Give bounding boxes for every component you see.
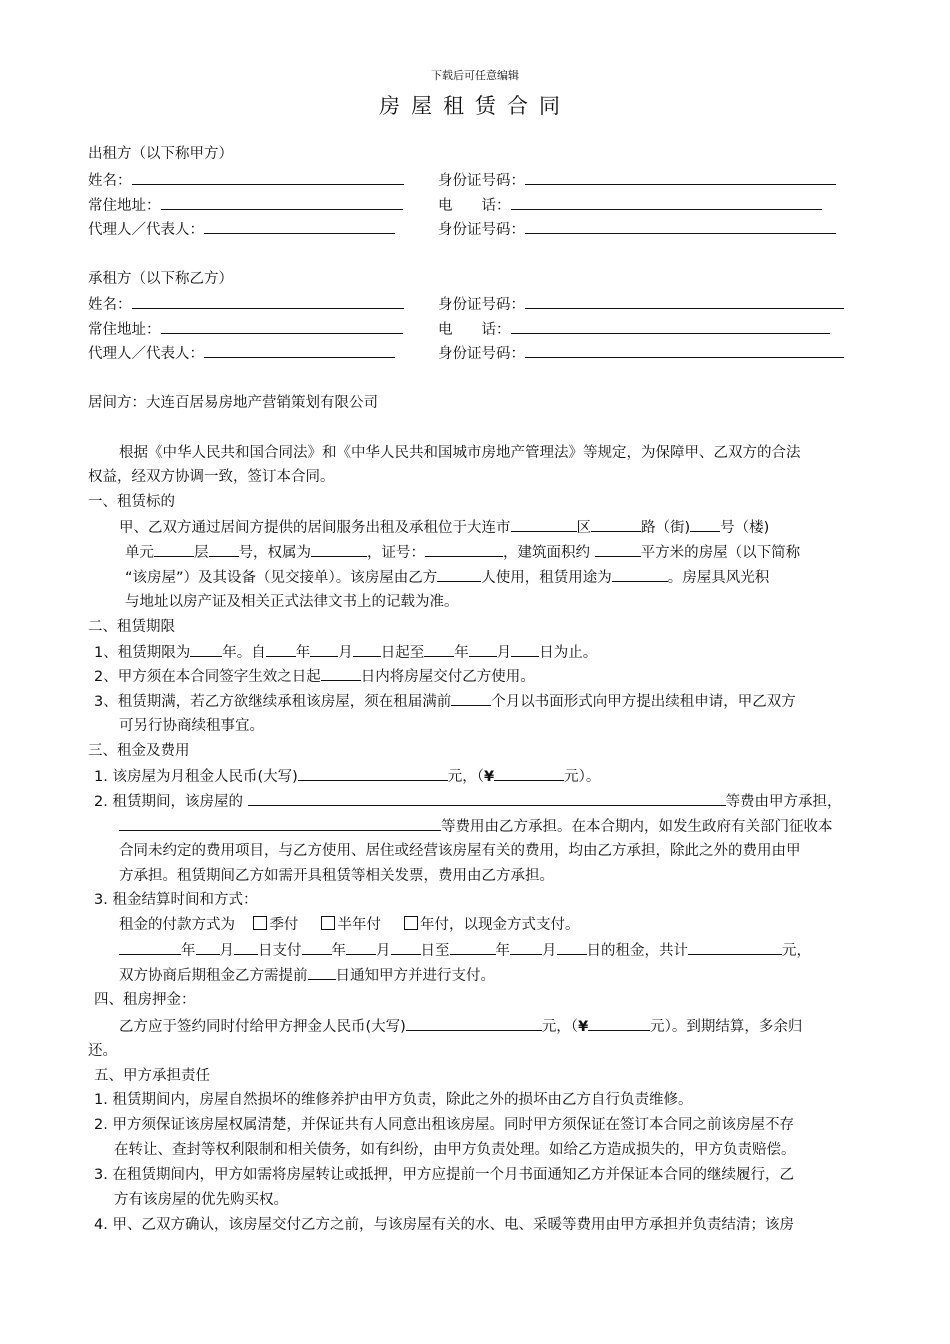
s5-item-2-cont: 在转让、查封等权利限制和相关债务，如有纠纷，由甲方负责处理。如给乙方造成损失的，甲方负责赔偿。: [114, 1142, 796, 1158]
s1-text: 层: [194, 545, 209, 561]
lessor-phone-row: [438, 195, 822, 216]
section-2-title: 二、租赁期限: [88, 619, 175, 635]
s3-text: 1. 该房屋为月租金人民币(大写): [94, 769, 298, 785]
number-field[interactable]: [690, 517, 720, 532]
renewal-months-field[interactable]: [451, 691, 491, 706]
s3-item-3: 3. 租金结算时间和方式：: [94, 892, 258, 908]
s1-text: 平方米的房屋（以下简称: [640, 545, 801, 561]
s2-text: 2、甲方须在本合同签字生效之日起: [94, 669, 321, 685]
lessee-id-label: 身份证号码：: [438, 297, 525, 313]
lessor-addr-label: 常住地址：: [88, 198, 161, 214]
s2-text: 日起至: [380, 645, 425, 661]
lessee-agent-row: [88, 343, 395, 364]
s5-item-2: 2. 甲方须保证该房屋权属清楚，并保证共有人同意出租该房屋。同时甲方须保证在签订本合同之前该房屋不存: [94, 1117, 794, 1133]
s2-text: 3、租赁期满，若乙方欲继续承租该房屋，须在租届满前: [94, 694, 452, 710]
lessee-phone-label: 电 话：: [438, 322, 511, 338]
lessor-addr-field[interactable]: [161, 195, 403, 210]
lessor-agent-field[interactable]: [204, 219, 395, 234]
s3-item-2: [94, 791, 842, 812]
lessor-name-row: [88, 170, 404, 191]
s1-line-2: [125, 542, 800, 563]
s3-text: 日通知甲方并进行支付。: [335, 968, 495, 984]
s1-text: 号，权属为: [238, 545, 311, 561]
s2-text: 年: [454, 645, 469, 661]
s1-line-3: [125, 567, 769, 588]
header-note: 下载后可任意编辑: [431, 69, 519, 82]
page-title: 房屋租赁合同: [379, 94, 571, 118]
s1-line-1: [119, 517, 769, 538]
section-1-title: 一、租赁标的: [88, 494, 175, 510]
lessee-id-field[interactable]: [525, 294, 844, 309]
lessee-agent-id-label: 身份证号码：: [438, 346, 525, 362]
s1-line-4: 与地址以房产证及相关正式法律文书上的记载为准。: [125, 594, 459, 610]
lessor-agent-label: 代理人／代表人：: [88, 222, 204, 238]
start-month-field[interactable]: [310, 642, 338, 657]
annual-label: 年付，以现金方式支付。: [420, 917, 580, 933]
payment-method-row: [119, 915, 580, 935]
end-day-field[interactable]: [511, 642, 539, 657]
s2-text: 个月以书面形式向甲方提出续租申请，甲乙双方: [491, 694, 796, 710]
lessor-phone-label: 电 话：: [438, 198, 511, 214]
lessee-agent-field[interactable]: [204, 343, 395, 358]
term-years-field[interactable]: [190, 642, 222, 657]
annual-checkbox[interactable]: [404, 916, 418, 930]
lessee-addr-field[interactable]: [161, 319, 403, 334]
lessor-id-label: 身份证号码：: [438, 173, 525, 189]
s1-text: 。房屋具风光积: [667, 570, 770, 586]
handover-days-field[interactable]: [321, 666, 361, 681]
s1-text: 人使用，租赁用途为: [481, 570, 612, 586]
lessor-id-row: [438, 170, 836, 191]
s3-item-2-d: 方承担。租赁期间乙方如需开具租赁等相关发票，费用由乙方承担。: [119, 868, 554, 884]
pay-year-field[interactable]: [119, 940, 181, 955]
s3-text: 租金的付款方式为: [119, 917, 235, 933]
s1-text: ，建筑面积约: [503, 545, 590, 561]
notice-row: [119, 965, 495, 986]
s3-item-2-b: [119, 816, 833, 837]
period-end-day-field[interactable]: [557, 940, 587, 955]
s3-text: 双方协商后期租金乙方需提前: [119, 968, 308, 984]
lessee-addr-label: 常住地址：: [88, 322, 161, 338]
s3-text: 2. 租赁期间，该房屋的: [94, 794, 243, 810]
lessee-name-label: 姓名：: [88, 297, 132, 313]
yen-symbol: ¥: [484, 769, 495, 785]
s4-line-1: [119, 1016, 802, 1037]
s3-text: 月: [219, 943, 234, 959]
s2-text: 月: [496, 645, 512, 661]
s5-item-1: 1. 租赁期间内，房屋自然损坏的维修养护由甲方负责，除此之外的损坏由乙方自行负责维修。: [94, 1092, 693, 1108]
rent-amount-field[interactable]: [494, 766, 564, 781]
lessor-heading: 出租方（以下称甲方）: [88, 146, 233, 162]
start-day-field[interactable]: [353, 642, 381, 657]
s3-text: 等费用由乙方承担。在本合期内，如发生政府有关部门征收本: [441, 819, 833, 835]
s3-text: 元，（: [447, 769, 485, 785]
lessee-id-row: [438, 294, 844, 315]
s2-text: 日内将房屋交付乙方使用。: [360, 669, 535, 685]
s4-line-2: 还。: [88, 1043, 117, 1059]
s1-text: ，证号：: [367, 545, 425, 561]
cert-number-field[interactable]: [425, 542, 503, 557]
lessor-name-label: 姓名：: [88, 173, 132, 189]
lessor-agent-id-row: [438, 219, 836, 240]
notice-days-field[interactable]: [308, 965, 336, 980]
ownership-field[interactable]: [311, 542, 367, 557]
area-field[interactable]: [595, 542, 641, 557]
intro-line-2: 权益，经双方协调一致，签订本合同。: [88, 469, 335, 485]
s1-text: 路（街): [641, 520, 691, 536]
s4-text: 元）。到期结算，多余归: [650, 1019, 803, 1035]
s5-item-3: 3. 在租赁期间内，甲方如需将房屋转让或抵押，甲方应提前一个月书面通知乙方并保证本合同的继续履行，乙: [94, 1167, 794, 1183]
start-year-field[interactable]: [266, 642, 296, 657]
s1-text: 区: [576, 520, 591, 536]
quarterly-checkbox[interactable]: [253, 916, 267, 930]
lessee-agent-id-row: [438, 343, 844, 364]
lessor-fees-field[interactable]: [248, 791, 726, 806]
s2-text: 年。自: [222, 645, 266, 661]
section-5-title: 五、甲方承担责任: [94, 1068, 210, 1084]
lessor-id-field[interactable]: [525, 170, 836, 185]
period-end-month-field[interactable]: [510, 940, 542, 955]
lessor-agent-row: [88, 219, 395, 240]
lessor-agent-id-label: 身份证号码：: [438, 222, 525, 238]
intro-line-1: 根据《中华人民共和国合同法》和《中华人民共和国城市房地产管理法》等规定，为保障甲、乙双方的合法: [119, 445, 801, 461]
period-start-year-field[interactable]: [302, 940, 332, 955]
quarterly-label: 季付: [269, 917, 299, 933]
payment-period-row: [119, 940, 811, 961]
s3-text: 元，: [782, 943, 811, 959]
lessor-agent-id-field[interactable]: [525, 219, 836, 234]
s3-item-1: [94, 766, 600, 787]
broker-line: 居间方：大连百居易房地产营销策划有限公司: [88, 395, 378, 411]
lessee-agent-id-field[interactable]: [525, 343, 844, 358]
end-year-field[interactable]: [424, 642, 454, 657]
lessee-name-field[interactable]: [132, 294, 404, 309]
deposit-amount-field[interactable]: [588, 1016, 650, 1031]
s3-text: 年: [495, 943, 510, 959]
s3-text: 等费由甲方承担，: [725, 794, 842, 810]
s3-text: 年: [331, 943, 346, 959]
lessor-addr-row: [88, 195, 403, 216]
lessee-name-row: [88, 294, 404, 315]
s5-item-4: 4. 甲、乙双方确认，该房屋交付乙方之前，与该房屋有关的水、电、采暖等费用由甲方承担并负责结清；该房: [94, 1217, 794, 1233]
s1-text: 甲、乙双方通过居间方提供的居间服务出租及承租位于大连市: [119, 520, 511, 536]
road-field[interactable]: [591, 517, 641, 532]
section-3-title: 三、租金及费用: [88, 743, 190, 759]
s3-text: 日至: [420, 943, 450, 959]
s3-text: 月: [542, 943, 557, 959]
total-rent-field[interactable]: [688, 940, 782, 955]
s3-text: 日的租金，共计: [586, 943, 688, 959]
district-field[interactable]: [511, 517, 577, 532]
s4-text: 元，（: [541, 1019, 579, 1035]
semiannual-checkbox[interactable]: [321, 916, 335, 930]
s2-item-3: [94, 691, 796, 712]
floor-field[interactable]: [209, 542, 239, 557]
lessee-addr-row: [88, 319, 403, 340]
s3-text: 年: [181, 943, 196, 959]
period-end-year-field[interactable]: [450, 940, 496, 955]
pay-month-field[interactable]: [196, 940, 220, 955]
s4-text: 乙方应于签约同时付给甲方押金人民币(大写): [119, 1019, 406, 1035]
s1-text: 单元: [125, 545, 154, 561]
s2-item-2: [94, 666, 535, 687]
s2-text: 月: [338, 645, 353, 661]
occupant-count-field[interactable]: [437, 567, 481, 582]
s2-text: 年: [295, 645, 311, 661]
rent-words-field[interactable]: [298, 766, 448, 781]
pay-day-field[interactable]: [234, 940, 258, 955]
period-start-day-field[interactable]: [391, 940, 421, 955]
lessee-heading: 承租方（以下称乙方）: [88, 271, 233, 287]
deposit-words-field[interactable]: [406, 1016, 542, 1031]
s3-text: 月: [376, 943, 391, 959]
s5-item-3-cont: 方有该房屋的优先购买权。: [114, 1192, 288, 1208]
semiannual-label: 半年付: [337, 917, 381, 933]
s2-item-1: [94, 642, 597, 663]
end-month-field[interactable]: [469, 642, 497, 657]
usage-field[interactable]: [612, 567, 668, 582]
s2-item-3-cont: 可另行协商续租事宜。: [119, 718, 264, 734]
s3-text: 元）。: [564, 769, 601, 785]
lessee-agent-label: 代理人／代表人：: [88, 346, 204, 362]
lessee-fees-field[interactable]: [119, 816, 441, 831]
s3-text: 日支付: [258, 943, 302, 959]
lessor-name-field[interactable]: [132, 170, 404, 185]
lessor-phone-field[interactable]: [511, 195, 822, 210]
lessee-phone-row: [438, 319, 830, 340]
s3-item-2-c: 合同未约定的费用项目，与乙方使用、居住或经营该房屋有关的费用，均由乙方承担，除此之外的费用由甲: [119, 843, 801, 859]
unit-field[interactable]: [154, 542, 194, 557]
s2-text: 日为止。: [539, 645, 598, 661]
period-start-month-field[interactable]: [346, 940, 376, 955]
section-4-title: 四、租房押金：: [94, 992, 196, 1008]
s2-text: 1、租赁期限为: [94, 645, 191, 661]
yen-symbol: ¥: [578, 1019, 589, 1035]
s1-text: 号（楼): [720, 520, 770, 536]
lessee-phone-field[interactable]: [511, 319, 830, 334]
s1-text: “该房屋”）及其设备（见交接单）。该房屋由乙方: [125, 570, 438, 586]
